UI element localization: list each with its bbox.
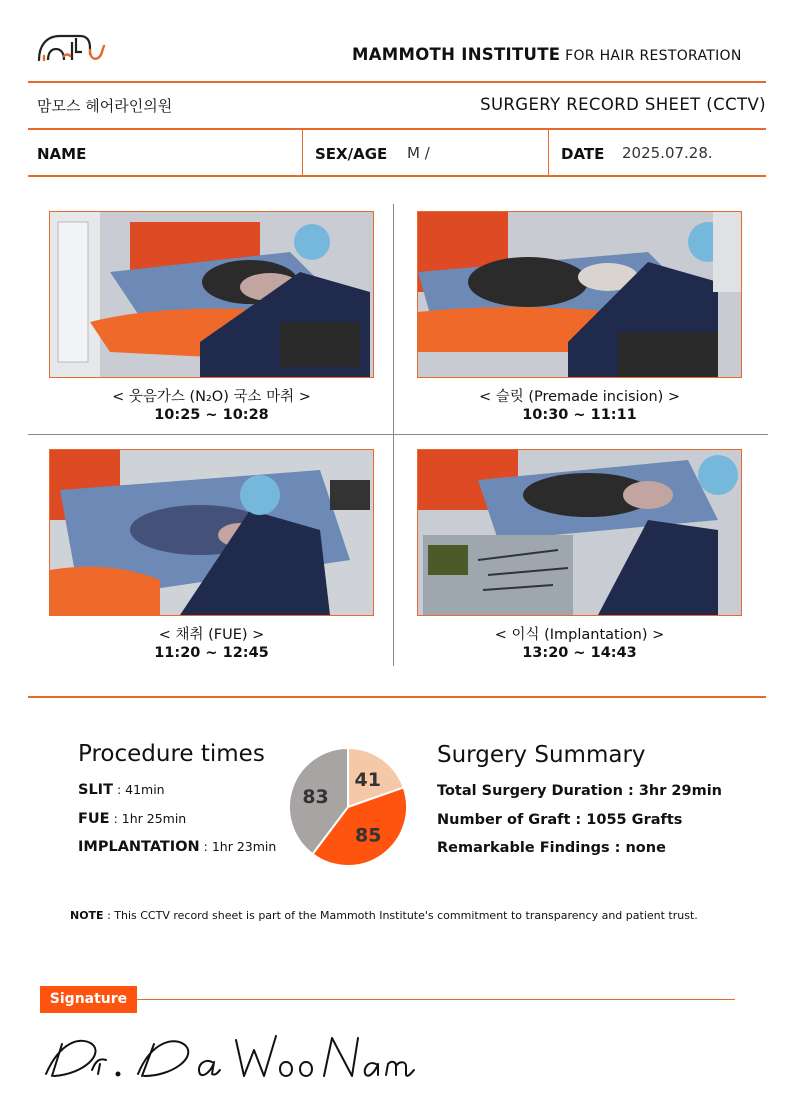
procedure-item-slit: SLIT : 41min [78, 782, 165, 798]
field-divider [302, 129, 303, 176]
note: NOTE : This CCTV record sheet is part of the Mammoth Institute's commitment to transparency and patient trust. [70, 909, 698, 922]
sheet-title: SURGERY RECORD SHEET (CCTV) [480, 95, 766, 114]
photo-caption [417, 626, 742, 662]
sexage-label: SEX/AGE [315, 145, 388, 163]
signature-rule [137, 999, 735, 1000]
clinic-name: 맘모스 헤어라인의원 [37, 97, 173, 115]
pie-slice-label: 41 [354, 769, 382, 792]
procedure-item-fue: FUE : 1hr 25min [78, 811, 187, 827]
photo-caption [417, 388, 742, 424]
pie-slice-label: 85 [354, 824, 382, 847]
sexage-value: M / [407, 144, 430, 162]
field-divider [548, 129, 549, 176]
summary-duration: Total Surgery Duration : 3hr 29min [437, 783, 723, 799]
grid-divider-vertical [393, 204, 394, 666]
summary-grafts: Number of Graft : 1055 Grafts [437, 812, 683, 828]
header-rule-1 [28, 81, 766, 83]
procedure-pie-chart [287, 746, 409, 868]
name-label: NAME [37, 145, 87, 163]
photo-time: 10:25 ~ 10:28 [154, 407, 269, 423]
photo-time: 11:20 ~ 12:45 [154, 645, 269, 661]
header-rule-2 [28, 128, 766, 130]
grid-divider-horizontal [28, 434, 768, 435]
photo-caption [49, 388, 374, 424]
procedure-title: Procedure times [78, 741, 265, 767]
summary-title: Surgery Summary [437, 742, 646, 768]
procedure-item-implantation: IMPLANTATION : 1hr 23min [78, 839, 277, 855]
mammoth-logo [36, 28, 106, 64]
summary-findings: Remarkable Findings : none [437, 840, 666, 856]
photo-title: < 웃음가스 (N₂O) 국소 마취 > [112, 389, 311, 405]
photo-title: < 채취 (FUE) > [158, 627, 265, 643]
photo-time: 13:20 ~ 14:43 [522, 645, 637, 661]
cctv-photo-slit [417, 211, 742, 378]
doctor-signature [40, 1022, 420, 1086]
cctv-photo-fue [49, 449, 374, 616]
pie-slice-label: 83 [302, 786, 329, 809]
cctv-photo-anesthesia [49, 211, 374, 378]
cctv-photo-implantation [417, 449, 742, 616]
date-value: 2025.07.28. [622, 144, 713, 162]
date-label: DATE [561, 145, 605, 163]
section-rule [28, 696, 766, 698]
signature-label: Signature [40, 986, 137, 1013]
header-rule-3 [28, 175, 766, 177]
photo-title: < 슬릿 (Premade incision) > [478, 389, 681, 405]
photo-time: 10:30 ~ 11:11 [522, 407, 637, 423]
photo-title: < 이식 (Implantation) > [494, 627, 665, 643]
institute-brand: MAMMOTH INSTITUTE FOR HAIR RESTORATION [352, 45, 742, 64]
photo-caption [49, 626, 374, 662]
